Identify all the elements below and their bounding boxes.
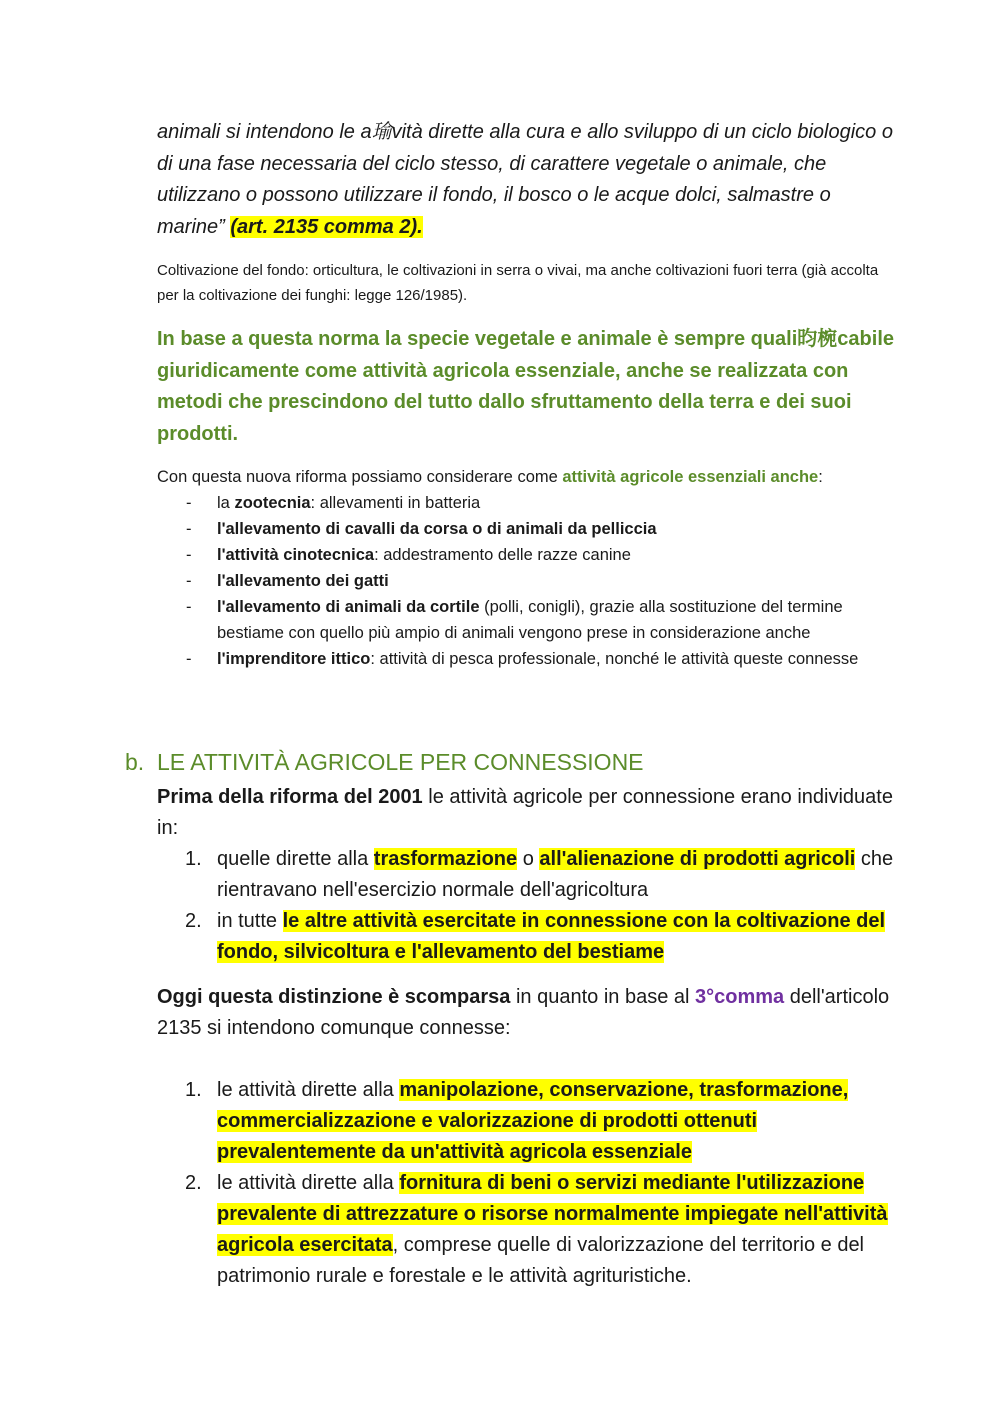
item-text: , comprese quelle di valorizzazione del territorio e del patrimonio rurale e forestale e le attività agrituristiche. xyxy=(217,1234,865,1287)
section-heading xyxy=(125,746,644,778)
item-rest: : allevamenti in batteria xyxy=(310,494,481,512)
list-item xyxy=(157,542,897,568)
item-text: che rientravano nell'esercizio normale dell'agricoltura xyxy=(217,848,894,901)
riforma-intro-text: Con questa nuova riforma possiamo considerare come xyxy=(157,468,563,486)
coltivazione-paragraph: Coltivazione del fondo: orticultura, le coltivazioni in serra o vivai, ma anche coltivazioni fuori terra (già accolta per la coltivazione dei funghi: legge 126/1985). xyxy=(157,262,879,304)
list-item xyxy=(157,906,897,968)
item-number: 2. xyxy=(185,910,202,932)
quote-citation: (art. 2135 comma 2). xyxy=(230,215,423,238)
dash-bullet: - xyxy=(186,598,192,616)
list-item xyxy=(157,1168,897,1292)
prima-section xyxy=(157,782,897,968)
item-number: 1. xyxy=(185,848,202,870)
item-highlight: le altre attività esercitate in connessione con la coltivazione del fondo, silvicoltura e l'allevamento del bestiame xyxy=(217,910,886,963)
section-title: LE ATTIVITÀ AGRICOLE PER CONNESSIONE xyxy=(157,749,644,775)
item-highlight: all'alienazione di prodotti agricoli xyxy=(539,848,856,870)
item-bold: l'allevamento di cavalli da corsa o di animali da pelliccia xyxy=(217,520,657,538)
section-letter: b. xyxy=(125,749,145,775)
item-text: o xyxy=(517,848,540,870)
dash-bullet: - xyxy=(186,572,192,590)
prima-list xyxy=(157,844,897,968)
prima-intro xyxy=(157,782,897,844)
riforma-list xyxy=(157,490,897,672)
list-item xyxy=(157,1075,897,1168)
item-text: le attività dirette alla xyxy=(217,1079,400,1101)
oggi-rest: dell'articolo 2135 si intendono comunque connesse: xyxy=(157,986,890,1039)
riforma-intro xyxy=(157,464,897,490)
item-text: quelle dirette alla xyxy=(217,848,374,870)
item-bold: l'attività cinotecnica xyxy=(217,546,375,564)
item-highlight: trasformazione xyxy=(373,848,518,870)
item-bold: l'allevamento di animali da cortile xyxy=(217,598,480,616)
list-item xyxy=(157,594,897,646)
list-item xyxy=(157,844,897,906)
item-bold: l'allevamento dei gatti xyxy=(217,572,389,590)
item-rest: : attività di pesca professionale, nonché le attività queste connesse xyxy=(370,650,859,668)
item-highlight: fornitura di beni o servizi mediante l'utilizzazione prevalente di attrezzature o risorse normalmente impiegate nell'attività agricola esercitata xyxy=(217,1172,888,1256)
riforma-colon: : xyxy=(818,468,823,486)
oggi-comma: 3°comma xyxy=(695,986,785,1008)
quote-text: animali si intendono le a瑜vità dirette alla cura e allo sviluppo di un ciclo biologico o di una fase necessaria del ciclo stesso, di carattere vegetale o animale, che utilizzano o possono utilizzare il fondo, il bosco o le acque dolci, salmastre o marine” xyxy=(157,121,893,238)
oggi-paragraph xyxy=(157,982,897,1044)
item-rest: (polli, conigli), grazie alla sostituzione del termine bestiame con quello più ampio di animali vengono prese in considerazione anche xyxy=(217,598,843,642)
connesse-list xyxy=(157,1075,897,1292)
item-bold: zootecnia xyxy=(234,494,311,512)
oggi-bold: Oggi questa distinzione è scomparsa xyxy=(157,986,511,1008)
riforma-highlight: attività agricole essenziali anche xyxy=(562,468,819,486)
prima-bold: Prima della riforma del 2001 xyxy=(157,786,423,808)
prima-rest: le attività agricole per connessione erano individuate in: xyxy=(157,786,893,839)
list-item xyxy=(157,490,897,516)
item-number: 1. xyxy=(185,1079,202,1101)
item-pre: la xyxy=(217,494,235,512)
dash-bullet: - xyxy=(186,546,192,564)
item-text: in tutte xyxy=(217,910,283,932)
item-number: 2. xyxy=(185,1172,202,1194)
oggi-mid: in quanto in base al xyxy=(510,986,696,1008)
dash-bullet: - xyxy=(186,494,192,512)
item-highlight: manipolazione, conservazione, trasformazione, commercializzazione e valorizzazione di prodotti ottenuti prevalentemente da un'attività agricola essenziale xyxy=(217,1079,849,1163)
list-item xyxy=(157,568,897,594)
dash-bullet: - xyxy=(186,520,192,538)
riforma-section xyxy=(157,464,897,672)
dash-bullet: - xyxy=(186,650,192,668)
item-text: le attività dirette alla xyxy=(217,1172,400,1194)
list-item xyxy=(157,646,897,672)
norma-paragraph: In base a questa norma la specie vegetale e animale è sempre quali昀椀cabile giuridicamente come attività agricola essenziale, anche se realizzata con metodi che prescindono del tutto dallo sfruttamento della terra e dei suoi prodotti. xyxy=(157,328,894,445)
item-bold: l'imprenditore ittico xyxy=(217,650,371,668)
item-rest: : addestramento delle razze canine xyxy=(374,546,631,564)
quote-paragraph xyxy=(157,117,897,243)
list-item xyxy=(157,516,897,542)
